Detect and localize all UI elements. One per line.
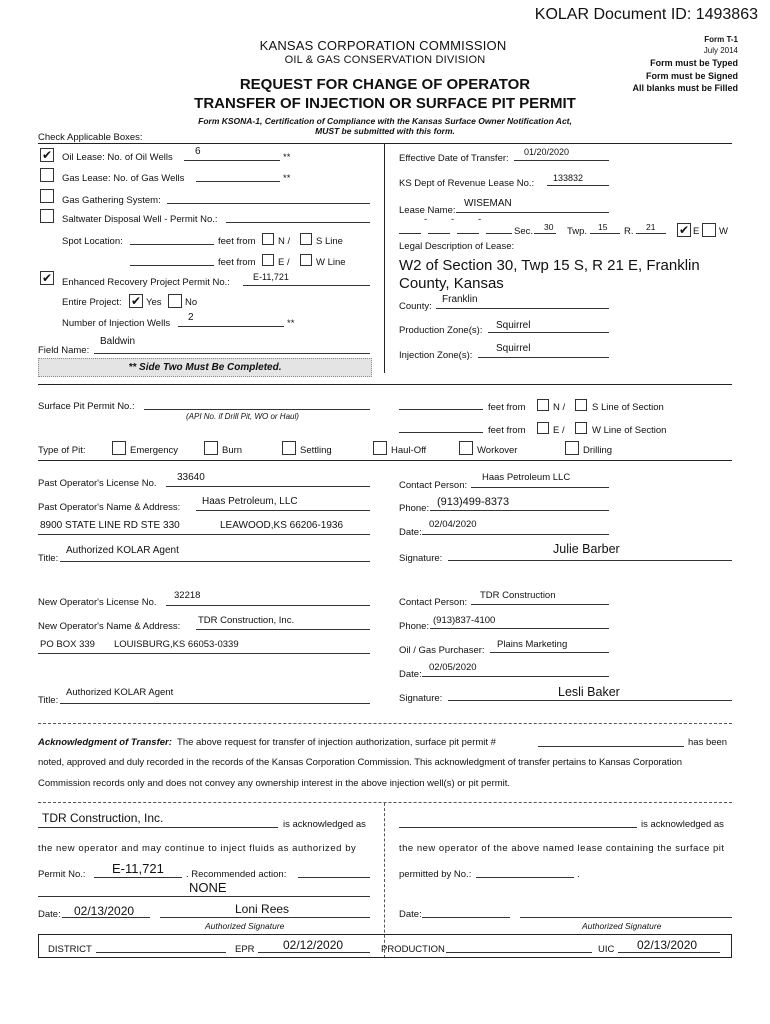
new-date-label: Date:: [399, 669, 422, 680]
subtitle-1: Form KSONA-1, Certification of Compliance with the Kansas Surface Owner Notification Act,: [198, 116, 572, 126]
form-number: Form T-1: [704, 35, 738, 44]
hyphen: -: [424, 214, 428, 225]
oil-wells-value[interactable]: 6: [195, 146, 201, 157]
ack-line-2: noted, approved and duly recorded in the records of the Kansas Corporation Commission. This acknowledgment of transfer pertains to Kansas Corporation: [38, 757, 683, 768]
new-city-value[interactable]: LOUISBURG,KS 66053-0339: [114, 639, 239, 650]
is-acknowledged-left: is acknowledged as: [283, 819, 366, 830]
past-address-value[interactable]: 8900 STATE LINE RD STE 330: [40, 520, 180, 531]
period: .: [577, 869, 580, 880]
new-contact-value[interactable]: TDR Construction: [480, 590, 556, 601]
uic-label: UIC: [598, 944, 615, 955]
new-phone-label: Phone:: [399, 621, 430, 632]
injection-wells-value[interactable]: 2: [188, 312, 194, 323]
agency-name: KANSAS CORPORATION COMMISSION: [259, 38, 507, 53]
new-contact-label: Contact Person:: [399, 597, 468, 608]
new-date-value[interactable]: 02/05/2020: [429, 662, 477, 673]
new-title-value[interactable]: Authorized KOLAR Agent: [66, 687, 174, 698]
pit-emergency-checkbox[interactable]: [112, 441, 126, 455]
type-of-pit-label: Type of Pit:: [38, 445, 86, 456]
division-name: OIL & GAS CONSERVATION DIVISION: [284, 54, 486, 66]
past-name-value[interactable]: Haas Petroleum, LLC: [202, 496, 298, 507]
pit-e-checkbox[interactable]: [537, 422, 549, 434]
divider: [38, 460, 732, 461]
uic-date-value[interactable]: 02/13/2020: [637, 938, 698, 952]
pit-permit-label: Surface Pit Permit No.:: [38, 401, 135, 412]
form-title-1: REQUEST FOR CHANGE OF OPERATOR: [239, 76, 531, 93]
pit-burn-label: Burn: [222, 445, 243, 456]
past-title-value[interactable]: Authorized KOLAR Agent: [66, 545, 179, 556]
pit-emergency-label: Emergency: [130, 445, 179, 456]
ksdor-label: KS Dept of Revenue Lease No.:: [399, 178, 535, 189]
w-line-label: W Line of Section: [592, 425, 667, 436]
range-e-checkbox[interactable]: ✔: [678, 223, 690, 237]
past-license-value[interactable]: 33640: [177, 472, 205, 483]
new-signature-label: Signature:: [399, 693, 443, 704]
past-license-label: Past Operator's License No.: [38, 478, 157, 489]
hyphen: -: [451, 214, 455, 225]
lease-name-value[interactable]: WISEMAN: [464, 198, 512, 209]
ack-date-label: Date:: [38, 909, 61, 920]
is-acknowledged-right: is acknowledged as: [641, 819, 724, 830]
erp-checkbox[interactable]: ✔: [41, 271, 53, 285]
gas-lease-checkbox[interactable]: [40, 168, 54, 182]
feet-from-label: feet from: [218, 257, 256, 268]
kcc-signature-value[interactable]: Loni Rees: [235, 902, 290, 916]
e-label: E: [693, 226, 700, 237]
pit-hauloff-label: Haul-Off: [391, 445, 427, 456]
side-two-note: ** Side Two Must Be Completed.: [128, 362, 282, 373]
injection-zone-value[interactable]: Squirrel: [496, 343, 531, 354]
range-label: R.: [624, 226, 634, 237]
feet-from-label: feet from: [488, 425, 526, 436]
past-phone-label: Phone:: [399, 503, 430, 514]
permitted-by-label: permitted by No.:: [399, 869, 472, 880]
pit-workover-label: Workover: [477, 445, 518, 456]
county-value[interactable]: Franklin: [442, 294, 478, 305]
pit-drilling-label: Drilling: [583, 445, 613, 456]
epr-date-value[interactable]: 02/12/2020: [283, 938, 344, 952]
note-mark: **: [283, 152, 291, 163]
past-date-label: Date:: [399, 527, 422, 538]
production-zone-label: Production Zone(s):: [399, 325, 483, 336]
new-license-value[interactable]: 32218: [174, 590, 201, 601]
left-paragraph: the new operator and may continue to inject fluids as authorized by: [38, 843, 357, 854]
right-paragraph: the new operator of the above named lease containing the surface pit: [399, 843, 725, 854]
oil-lease-label: Oil Lease: No. of Oil Wells: [62, 152, 173, 163]
feet-from-label: feet from: [488, 402, 526, 413]
form-date: July 2014: [703, 46, 738, 55]
pit-workover-checkbox[interactable]: [459, 441, 473, 455]
w-label: W: [719, 226, 728, 237]
epr-label: EPR: [235, 944, 255, 955]
gas-gathering-checkbox[interactable]: [40, 189, 54, 203]
purchaser-label: Oil / Gas Purchaser:: [399, 645, 485, 656]
permit-no-value[interactable]: E-11,721: [112, 861, 164, 876]
new-address-value[interactable]: PO BOX 339: [40, 639, 95, 650]
check-boxes-label: Check Applicable Boxes:: [38, 132, 143, 143]
pit-settling-label: Settling: [300, 445, 332, 456]
right-date-label: Date:: [399, 909, 422, 920]
feet-from-label: feet from: [218, 236, 256, 247]
ack-line-3: Commission records only and does not convey any ownership interest in the above injection well(s) or pit permit.: [38, 778, 511, 789]
production-zone-value[interactable]: Squirrel: [496, 320, 531, 331]
lease-name-label: Lease Name:: [399, 205, 456, 216]
pit-w-checkbox[interactable]: [575, 422, 587, 434]
authorized-signature-right: Authorized Signature: [582, 921, 662, 931]
range-w-checkbox[interactable]: [702, 223, 716, 237]
swd-label: Saltwater Disposal Well - Permit No.:: [62, 214, 218, 225]
form-title-2: TRANSFER OF INJECTION OR SURFACE PIT PERMIT: [194, 95, 576, 112]
ack-heading: Acknowledgment of Transfer:: [38, 737, 172, 748]
n-checkbox[interactable]: [262, 233, 274, 245]
entire-project-yes-checkbox[interactable]: ✔: [130, 294, 142, 308]
e-checkbox[interactable]: [262, 254, 274, 266]
sec-label: Sec.: [514, 226, 534, 237]
n-label: N /: [278, 236, 291, 247]
w-line-label: W Line: [316, 257, 346, 268]
past-name-label: Past Operator's Name & Address:: [38, 502, 181, 513]
pit-note: (API No. if Drill Pit, WO or Haul): [186, 412, 299, 421]
past-date-value[interactable]: 02/04/2020: [429, 519, 477, 530]
s-checkbox[interactable]: [300, 233, 312, 245]
legal-desc-line-1[interactable]: W2 of Section 30, Twp 15 S, R 21 E, Franklin: [399, 257, 700, 274]
ack-text: The above request for transfer of injection authorization, surface pit permit #: [177, 737, 496, 748]
recommended-action-value[interactable]: NONE: [189, 880, 227, 895]
requirement-filled: All blanks must be Filled: [632, 83, 738, 93]
ack-has-been: has been: [688, 737, 728, 748]
e-label: E /: [278, 257, 290, 268]
ack-line-1: [38, 737, 496, 748]
pit-drilling-checkbox[interactable]: [565, 441, 579, 455]
past-phone-value[interactable]: (913)499-8373: [437, 496, 510, 508]
hyphen: -: [478, 214, 482, 225]
new-name-label: New Operator's Name & Address:: [38, 621, 181, 632]
e-label: E /: [553, 425, 565, 436]
production-label: PRODUCTION: [381, 944, 445, 955]
past-signature-label: Signature:: [399, 553, 443, 564]
new-title-label: Title:: [38, 695, 59, 706]
past-contact-value[interactable]: Haas Petroleum LLC: [482, 472, 571, 483]
past-signature-value[interactable]: Julie Barber: [553, 542, 620, 556]
gas-lease-label: Gas Lease: No. of Gas Wells: [62, 173, 185, 184]
erp-permit-value[interactable]: E-11,721: [253, 272, 289, 282]
new-phone-value[interactable]: (913)837-4100: [433, 615, 496, 626]
dashed-divider: [38, 723, 732, 724]
pit-hauloff-checkbox[interactable]: [373, 441, 387, 455]
purchaser-value[interactable]: Plains Marketing: [497, 639, 568, 650]
pit-settling-checkbox[interactable]: [282, 441, 296, 455]
ack-date-value[interactable]: 02/13/2020: [74, 904, 135, 918]
dashed-divider: [38, 802, 732, 803]
range-value[interactable]: 21: [646, 222, 656, 232]
township-value[interactable]: 15: [598, 222, 608, 232]
effective-date-value[interactable]: 01/20/2020: [524, 147, 570, 157]
section-value[interactable]: 30: [544, 222, 554, 232]
yes-label: Yes: [146, 297, 162, 308]
subtitle-2: MUST be submitted with this form.: [315, 126, 455, 136]
requirement-signed: Form must be Signed: [645, 71, 738, 81]
recommended-action-label: . Recommended action:: [186, 869, 287, 880]
entire-project-no-checkbox[interactable]: [168, 294, 182, 308]
district-label: DISTRICT: [48, 944, 92, 955]
county-label: County:: [399, 301, 432, 312]
past-title-label: Title:: [38, 553, 59, 564]
ksdor-value[interactable]: 133832: [553, 173, 584, 183]
permit-no-label: Permit No.:: [38, 869, 86, 880]
spot-location-label: Spot Location:: [62, 236, 123, 247]
oil-lease-checkbox[interactable]: ✔: [41, 148, 53, 162]
field-name-label: Field Name:: [38, 345, 90, 356]
pit-burn-checkbox[interactable]: [204, 441, 218, 455]
swd-checkbox[interactable]: [40, 209, 54, 223]
requirement-typed: Form must be Typed: [650, 58, 738, 68]
note-mark: **: [287, 318, 295, 329]
kolar-doc-id: KOLAR Document ID: 1493863: [534, 6, 758, 23]
authorized-signature-left: Authorized Signature: [205, 921, 285, 931]
pit-s-checkbox[interactable]: [575, 399, 587, 411]
twp-label: Twp.: [567, 226, 588, 237]
effective-date-label: Effective Date of Transfer:: [399, 153, 509, 164]
entire-project-label: Entire Project:: [62, 297, 122, 308]
no-label: No: [185, 297, 198, 308]
note-mark: **: [283, 173, 291, 184]
divider: [38, 384, 732, 385]
divider: [38, 143, 732, 144]
new-signature-value[interactable]: Lesli Baker: [558, 685, 620, 699]
past-city-value[interactable]: LEAWOOD,KS 66206-1936: [220, 520, 344, 531]
pit-n-checkbox[interactable]: [537, 399, 549, 411]
new-license-label: New Operator's License No.: [38, 597, 157, 608]
legal-desc-line-2[interactable]: County, Kansas: [399, 275, 504, 292]
legal-desc-label: Legal Description of Lease:: [399, 241, 515, 252]
column-divider: [384, 143, 385, 373]
n-label: N /: [553, 402, 566, 413]
field-name-value[interactable]: Baldwin: [100, 336, 136, 347]
injection-zone-label: Injection Zone(s):: [399, 350, 473, 361]
past-contact-label: Contact Person:: [399, 480, 468, 491]
s-line-label: S Line: [316, 236, 343, 247]
erp-label: Enhanced Recovery Project Permit No.:: [62, 277, 230, 288]
w-checkbox[interactable]: [300, 254, 312, 266]
new-name-value[interactable]: TDR Construction, Inc.: [198, 615, 295, 626]
s-line-label: S Line of Section: [592, 402, 664, 413]
injection-wells-label: Number of Injection Wells: [62, 318, 171, 329]
ack-company-value[interactable]: TDR Construction, Inc.: [42, 811, 164, 825]
gas-gathering-label: Gas Gathering System:: [62, 195, 161, 206]
